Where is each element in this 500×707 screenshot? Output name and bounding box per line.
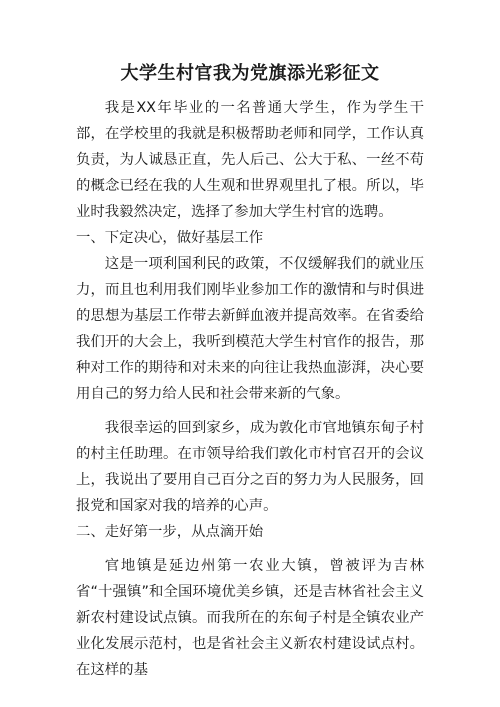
paragraph-policy: 这是一项利国利民的政策，不仅缓解我们的就业压力，而且也利用我们刚毕业参加工作的激情和与时俱进的思想为基层工作带去新鲜血液并提高效率。在省委给我们开的大会上，我听到模范大学生村官作的报告，那种对工作的期待和对未来的向往让我热血澎湃，决心要用自己的努力给人民和社会带来新的气象。 [76, 256, 424, 402]
document-title: 大学生村官我为党旗添光彩征文 [120, 63, 380, 84]
section-heading-2: 二、走好第一步，从点滴开始 [76, 524, 264, 540]
paragraph-intro: 我是XX年毕业的一名普通大学生，作为学生干部，在学校里的我就是积极帮助老师和同学，工作认真负责，为人诚恳正直，先人后己、公大于私、一丝不苟的概念已经在我的人生观和世界观里扎了根。所以，毕业时我毅然决定，选择了参加大学生村官的选聘。 [76, 100, 424, 220]
paragraph-town: 官地镇是延边州第一农业大镇，曾被评为吉林省“十强镇”和全国环境优美乡镇，还是吉林省社会主义新农村建设试点镇。而我所在的东甸子村是全镇农业产业化发展示范村，也是省社会主义新农村建设试点村。在这样的基 [76, 558, 424, 678]
section-heading-1: 一、下定决心，做好基层工作 [76, 230, 264, 246]
paragraph-hometown: 我很幸运的回到家乡，成为敦化市官地镇东甸子村的村主任助理。在市领导给我们敦化市村官召开的会议上，我说出了要用自己百分之百的努力为人民服务，回报党和国家对我的培养的心声。 [76, 420, 424, 514]
